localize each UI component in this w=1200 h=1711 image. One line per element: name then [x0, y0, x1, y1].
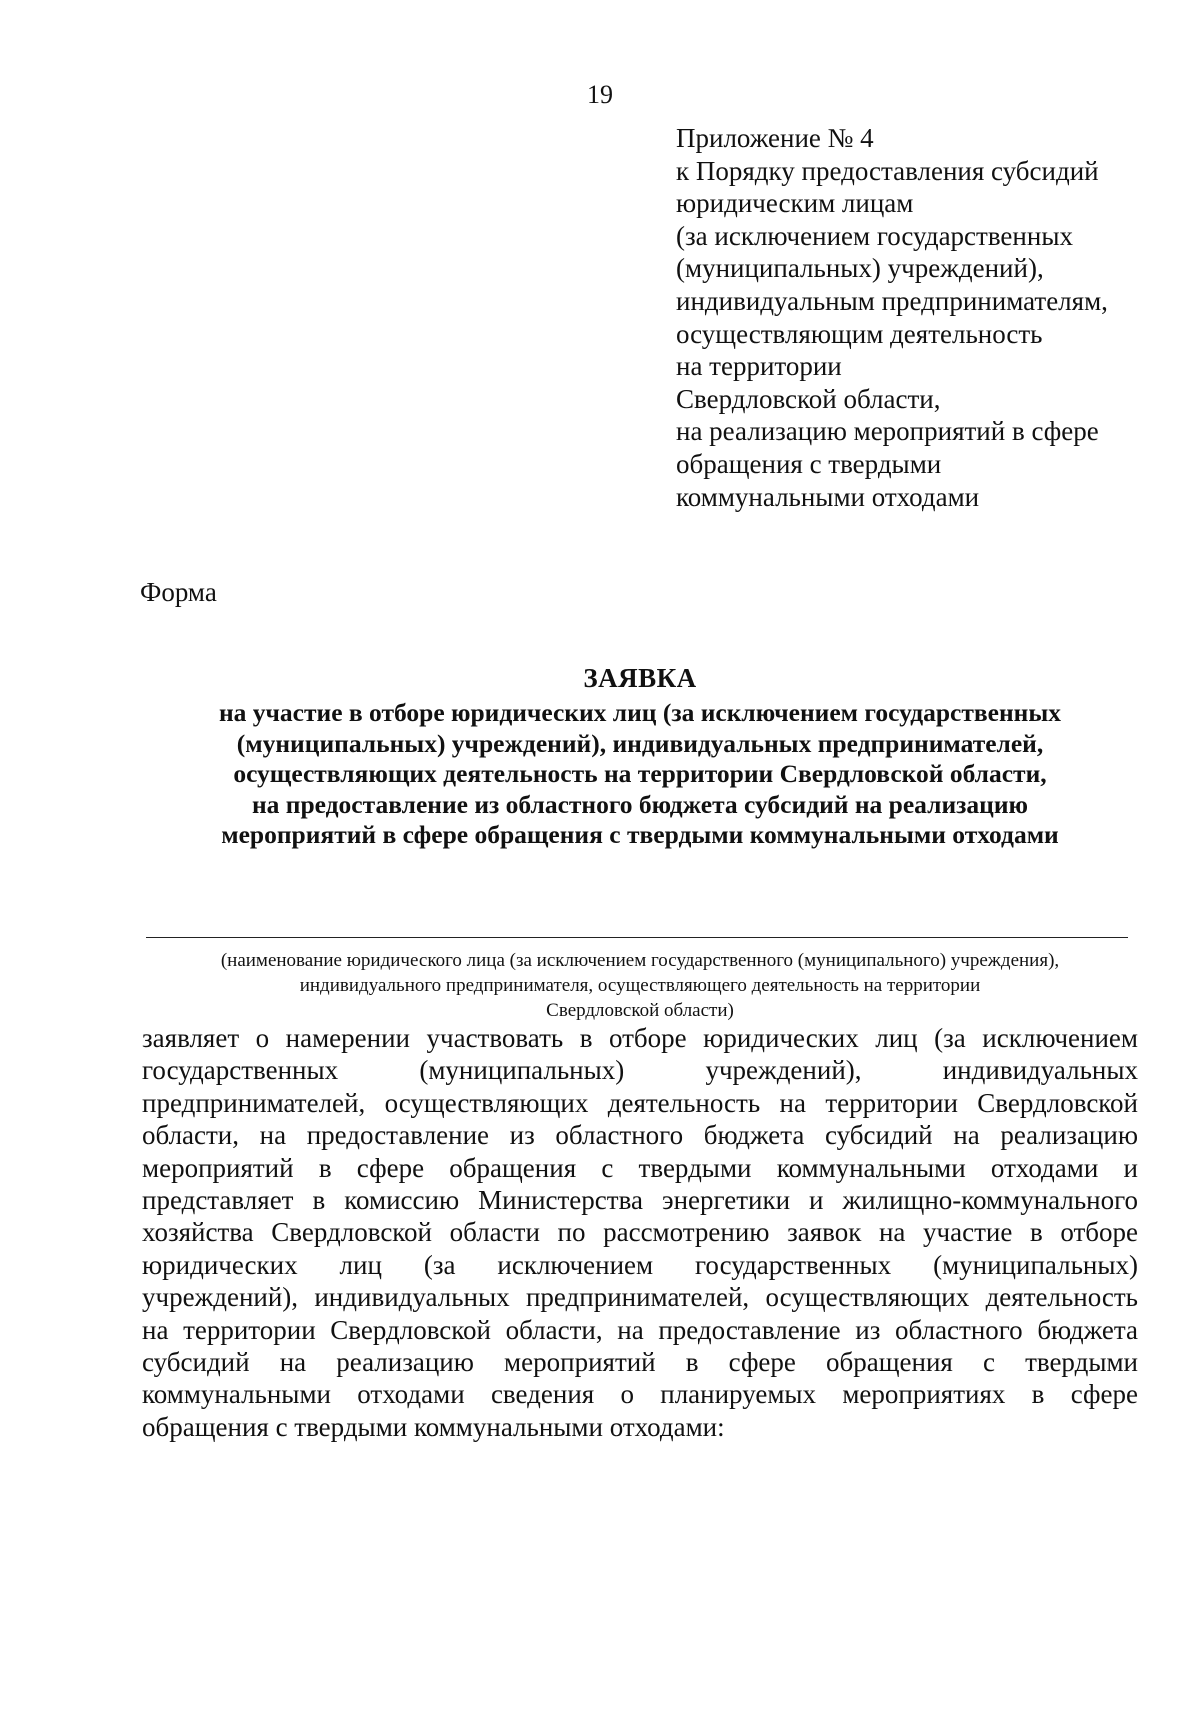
body-line: хозяйства Свердловской области по рассмотрению заявок на участие в отборе: [142, 1217, 1138, 1248]
body-line: обращения с твердыми коммунальными отходами:: [142, 1411, 725, 1442]
appendix-line: (за исключением государственных: [676, 220, 1073, 251]
appendix-line: осуществляющим деятельность: [676, 318, 1043, 349]
body-line: юридических лиц (за исключением государственных (муниципальных): [142, 1249, 1138, 1280]
body-line: субсидий на реализацию мероприятий в сфере обращения с твердыми: [142, 1347, 1138, 1378]
appendix-line: коммунальными отходами: [676, 481, 980, 512]
subtitle-line: (муниципальных) учреждений), индивидуальных предпринимателей,: [236, 728, 1044, 758]
document-subtitle: [0, 698, 1200, 851]
appendix-line: индивидуальным предпринимателям,: [676, 285, 1108, 316]
page-number: 19: [587, 80, 613, 109]
appendix-header: [676, 122, 1176, 513]
appendix-line: на реализацию мероприятий в сфере: [676, 416, 1099, 447]
body-line: предпринимателей, осуществляющих деятельность на территории Свердловской: [142, 1087, 1138, 1118]
body-paragraph: [142, 1022, 1138, 1443]
subtitle-line: на участие в отборе юридических лиц (за исключением государственных: [218, 698, 1062, 727]
subtitle-line: мероприятий в сфере обращения с твердыми коммунальными отходами: [221, 820, 1059, 849]
body-line: заявляет о намерении участвовать в отборе юридических лиц (за исключением: [142, 1023, 1138, 1053]
caption-line: Свердловской области): [546, 1000, 734, 1021]
body-line: коммунальными отходами сведения о планируемых мероприятиях в сфере: [142, 1379, 1138, 1410]
body-line: государственных (муниципальных) учреждений), индивидуальных: [142, 1055, 1138, 1086]
applicant-name-fill-line: [146, 937, 1128, 938]
appendix-line: Приложение № 4: [676, 123, 874, 153]
body-line: области, на предоставление из областного бюджета субсидий на реализацию: [142, 1120, 1138, 1151]
body-line: учреждений), индивидуальных предпринимателей, осуществляющих деятельность: [142, 1282, 1138, 1313]
appendix-line: (муниципальных) учреждений),: [676, 253, 1044, 284]
document-title: ЗАЯВКА: [583, 663, 697, 693]
fill-line-caption: [0, 948, 1200, 1023]
form-label: Форма: [140, 577, 217, 607]
appendix-line: Свердловской области,: [676, 383, 941, 414]
subtitle-line: на предоставление из областного бюджета субсидий на реализацию: [251, 789, 1029, 819]
appendix-line: обращения с твердыми: [676, 448, 942, 479]
body-line: на территории Свердловской области, на предоставление из областного бюджета: [142, 1314, 1138, 1345]
appendix-line: к Порядку предоставления субсидий: [676, 155, 1099, 186]
subtitle-line: осуществляющих деятельность на территории Свердловской области,: [233, 759, 1047, 788]
body-line: мероприятий в сфере обращения с твердыми коммунальными отходами и: [142, 1152, 1138, 1183]
appendix-line: на территории: [676, 351, 842, 382]
caption-line: индивидуального предпринимателя, осуществляющего деятельность на территории: [299, 975, 981, 996]
caption-line: (наименование юридического лица (за исключением государственного (муниципального) учреждения),: [220, 950, 1060, 971]
body-line: представляет в комиссию Министерства энергетики и жилищно-коммунального: [142, 1185, 1138, 1216]
appendix-line: юридическим лицам: [676, 188, 914, 219]
